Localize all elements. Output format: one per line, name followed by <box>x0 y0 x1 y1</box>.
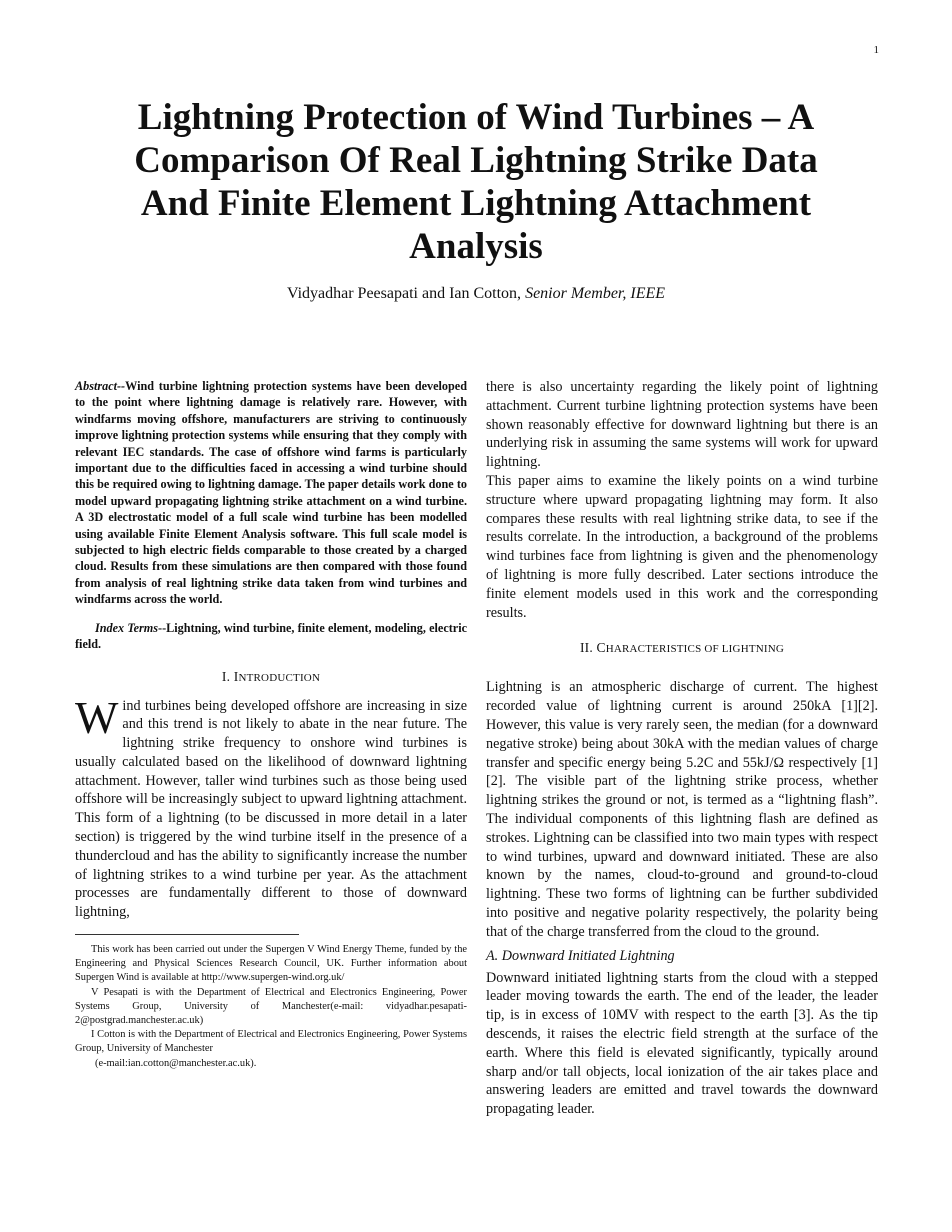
footnote-funding: This work has been carried out under the Supergen V Wind Energy Theme, funded by the Engineering and Physical Sciences Research Council, UK. Further information about Supergen Wind is available at http://www.supergen-wind.org.uk/ <box>75 944 467 984</box>
section-initial: C <box>596 640 606 656</box>
footnote-author-2: I Cotton is with the Department of Electrical and Electronics Engineering, Power Systems Group, University of Manchester <box>75 1029 467 1055</box>
abstract-label: Abstract-- <box>75 379 126 393</box>
index-terms-text: --Lightning, wind turbine, finite element, modeling, electric field. <box>75 620 467 652</box>
authors <box>100 285 852 303</box>
drop-cap: W <box>75 691 119 743</box>
left-column <box>75 378 467 1071</box>
right-paragraph-2: This paper aims to examine the likely points on a wind turbine structure where upward propagating lightning may form. It also compares these results with real lightning strike data, to see if the results correlate. In the introduction, a background of the problems wind turbines face from lightning is given and the phenomenology of lightning is more fully described. Later sections introduce the finite element models used in this work and the corresponding results. <box>486 472 878 621</box>
introduction-text: ind turbines being developed offshore are increasing in size and this trend is not likely to abate in the near future. The lightning strike frequency to onshore wind turbines is usually calculated based on the likelihood of downward lightning attachment. However, taller wind turbines such as those being used offshore will be increasingly subject to upward lightning attachment. This form of a lightning (to be discussed in more detail in a later section) is triggered by the wind turbine itself in the presence of a thundercloud and has the ability to significantly increase the number of lightning strikes to a wind turbine per year. As the attachment processes are fundamentally different to those of downward lightning, <box>75 697 467 921</box>
footnote-author-1: V Pesapati is with the Department of Electrical and Electronics Engineering, Power Systems Group, University of Manchester(e-mail: vidyadhar.pesapati-2@postgrad.manchester.ac.uk) <box>75 986 467 1027</box>
subsection-heading-downward: A. Downward Initiated Lightning <box>486 947 675 964</box>
right-column <box>486 378 878 1119</box>
introduction-paragraph <box>75 691 467 923</box>
right-paragraph-1: there is also uncertainty regarding the likely point of lightning attachment. Current turbine lightning protection systems have been shown reasonably effective for downward lightning but there is an underlying risk in assuming the same systems will work for upward lightning. <box>486 379 878 471</box>
footnote-author-2-email: (e-mail:ian.cotton@manchester.ac.uk). <box>95 1057 257 1069</box>
section-title-rest: HARACTERISTICS OF LIGHTNING <box>605 643 785 656</box>
index-terms <box>75 620 467 653</box>
section-numeral: II. <box>579 640 593 656</box>
footnote-divider <box>75 934 299 935</box>
abstract-text: Wind turbine lightning protection systems have been developed to the point where lightning damage is relatively rare. However, with windfarms moving offshore, manufacturers are striving to continuously improve lightning protection systems while ensuring that they comply with relevant IEC standards. The case of offshore wind farms is particularly important due to the difficulties faced in accessing a wind turbine should this be required owing to lightning damage. The paper details work done to model upward propagating lightning strike attachment on a wind turbine. A 3D electrostatic model of a full scale wind turbine has been modelled using available Finite Element Analysis software. This full scale model is subjected to high electric fields comparable to those created by a charged cloud. Results from these simulations are then compared with those found from analysis of real lightning strike data taken from wind turbines and windfarms across the world. <box>75 379 467 607</box>
page-number: 1 <box>873 44 879 56</box>
section-heading-introduction <box>75 669 467 685</box>
right-paragraph-3: Lightning is an atmospheric discharge of current. The highest recorded value of lightning current is around 250kA [1][2]. However, this value is very rarely seen, the median (for a downward negative stroke) being about 30kA with the median values of charge transfer and specific energy being 5.2C and 55kJ/Ω respectively [1][2]. The visible part of the lightning strike process, whether lightning strikes the ground or not, is termed as a “lightning flash”. The individual components of this lightning flash are defined as strokes. Lightning can be classified into two main types with respect to wind turbines, upward and downward initiated. These are also known by the names, cloud-to-ground and ground-to-cloud lightning. These two forms of lightning can be further subdivided into positive and negative polarity respectively, the polarity being that of the charge transferred from the cloud to the ground. <box>486 679 878 940</box>
section-heading-characteristics <box>486 640 878 656</box>
index-terms-label: Index Terms <box>95 620 159 635</box>
section-numeral: I. <box>221 668 231 684</box>
section-initial: I <box>233 668 239 684</box>
author-names: Vidyadhar Peesapati and Ian Cotton, <box>286 285 522 302</box>
right-paragraph-4: Downward initiated lightning starts from the cloud with a stepped leader moving towards the earth. The end of the leader, the leader tip, is in excess of 10MV with respect to the earth [3]. As the tip descends, it raises the electric field strength at the surface of the earth. Where this field is elevated significantly, typically around sharp and/or tall objects, local ionization of the air takes place and answering leaders are emitted and travel towards the downward propagating leader. <box>486 969 878 1118</box>
author-role: Senior Member, IEEE <box>525 285 666 302</box>
abstract <box>75 378 467 608</box>
section-title-rest: NTRODUCTION <box>238 671 321 684</box>
paper-title: Lightning Protection of Wind Turbines – A Comparison Of Real Lightning Strike Data And Finite Element Lightning Attachment Analysis <box>134 97 818 267</box>
